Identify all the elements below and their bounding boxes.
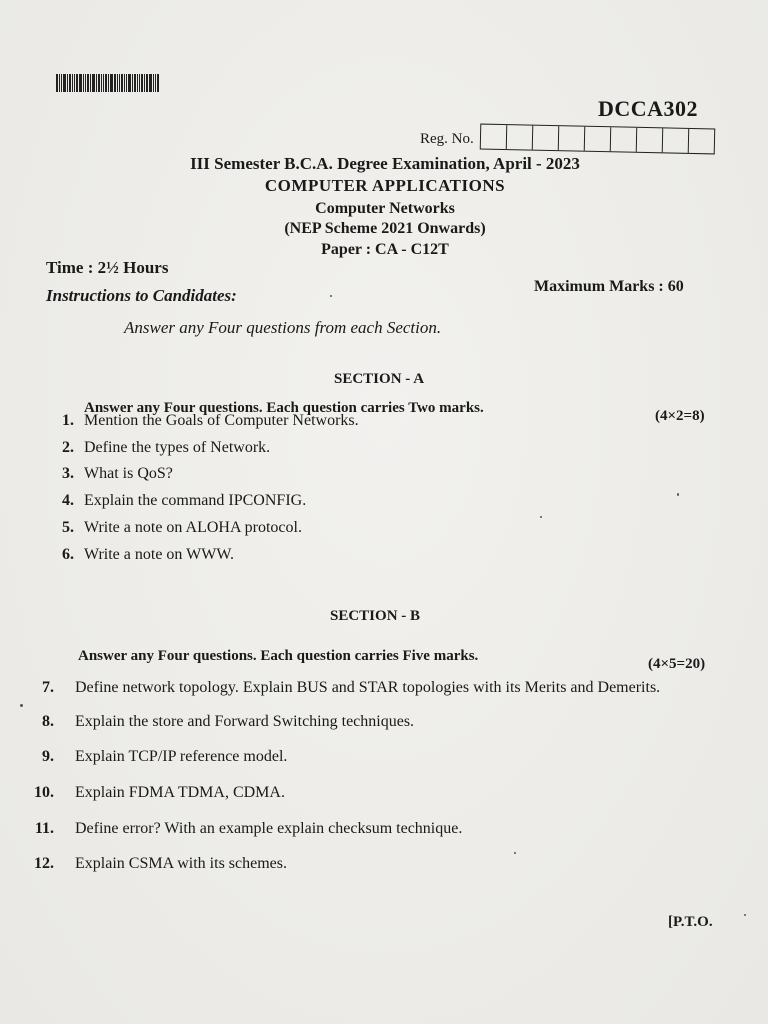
barcode-bar <box>96 74 97 92</box>
question-number: 9. <box>42 748 54 765</box>
reg-no-label: Reg. No. <box>420 130 474 147</box>
barcode-bar <box>103 74 104 92</box>
paper-speck <box>540 516 542 518</box>
barcode-bar <box>114 74 116 92</box>
reg-no-box <box>481 125 507 150</box>
barcode-bar <box>101 74 102 92</box>
barcode-bar <box>119 74 120 92</box>
question-number: 11. <box>34 820 54 837</box>
general-instruction: Answer any Four questions from each Section. <box>124 318 442 337</box>
barcode-bar <box>85 74 86 92</box>
question-text: Write a note on WWW. <box>84 546 234 563</box>
maximum-marks: Maximum Marks : 60 <box>534 278 684 295</box>
barcode-bar <box>117 74 118 92</box>
paper-speck <box>514 852 516 854</box>
reg-no-box <box>585 127 611 152</box>
paper-code: Paper : CA - C12T <box>321 241 449 258</box>
barcode-bar <box>63 74 66 92</box>
question-text: Define network topology. Explain BUS and STAR topologies with its Merits and Demerits. <box>75 679 661 696</box>
reg-no-box <box>507 125 533 150</box>
question-number: 10. <box>34 784 54 801</box>
section-a-marks: (4×2=8) <box>655 408 705 424</box>
barcode-bar <box>146 74 148 92</box>
barcode-bar <box>153 74 154 92</box>
barcode-bar <box>128 74 131 92</box>
paper-speck <box>20 704 23 707</box>
question-text: Explain the command IPCONFIG. <box>84 492 307 509</box>
reg-no-box <box>559 126 585 151</box>
barcode-bar <box>155 74 156 92</box>
barcode-bar <box>61 74 62 92</box>
question-number: 8. <box>42 713 54 730</box>
time-allowed: Time : 2½ Hours <box>46 258 169 277</box>
barcode-bar <box>67 74 68 92</box>
barcode-bar <box>59 74 60 92</box>
barcode-bar <box>87 74 89 92</box>
question-text: Explain FDMA TDMA, CDMA. <box>75 784 285 801</box>
reg-no-box <box>610 127 636 152</box>
reg-no-box <box>636 128 662 153</box>
question-number: 7. <box>42 679 54 696</box>
barcode-bar <box>74 74 75 92</box>
paper-speck <box>677 493 679 496</box>
barcode-bar <box>126 74 127 92</box>
barcode-bar <box>132 74 133 92</box>
barcode-bar <box>157 74 159 92</box>
scheme: (NEP Scheme 2021 Onwards) <box>284 220 486 237</box>
barcode-bar <box>144 74 145 92</box>
barcode-bar <box>56 74 58 92</box>
reg-no-box <box>533 126 559 151</box>
instructions-heading: Instructions to Candidates: <box>46 286 237 305</box>
reg-no-box <box>662 128 688 153</box>
paper-speck <box>330 295 332 297</box>
barcode-bar <box>69 74 71 92</box>
barcode-bar <box>72 74 73 92</box>
barcode-bar <box>108 74 109 92</box>
barcode-bar <box>90 74 91 92</box>
question-number: 1. <box>62 412 74 429</box>
exam-code: DCCA302 <box>598 96 699 121</box>
subject-group: COMPUTER APPLICATIONS <box>264 176 506 195</box>
barcode-bar <box>110 74 113 92</box>
section-b-marks: (4×5=20) <box>648 656 706 672</box>
question-text: Explain CSMA with its schemes. <box>75 855 287 872</box>
barcode-bar <box>141 74 143 92</box>
subject-name: Computer Networks <box>315 200 455 217</box>
please-turn-over: [P.T.O. <box>668 914 713 930</box>
question-number: 5. <box>62 519 74 536</box>
barcode-bar <box>124 74 125 92</box>
barcode-bar <box>98 74 100 92</box>
reg-no-boxes <box>480 124 715 155</box>
section-a-title: SECTION - A <box>334 371 425 387</box>
barcode <box>56 74 186 92</box>
exam-title: III Semester B.C.A. Degree Examination, April - 2023 <box>190 154 580 173</box>
question-number: 3. <box>62 465 74 482</box>
barcode-bar <box>149 74 152 92</box>
question-number: 2. <box>62 439 74 456</box>
question-number: 4. <box>62 492 74 509</box>
reg-no-box <box>688 129 713 154</box>
question-number: 6. <box>62 546 74 563</box>
question-text: Explain the store and Forward Switching techniques. <box>75 713 415 730</box>
question-text: Mention the Goals of Computer Networks. <box>84 412 359 429</box>
barcode-bar <box>121 74 123 92</box>
question-text: Write a note on ALOHA protocol. <box>84 519 302 536</box>
barcode-bar <box>92 74 95 92</box>
question-text: Define error? With an example explain checksum technique. <box>75 820 463 837</box>
reg-no-field <box>420 126 715 152</box>
section-b-instruction: Answer any Four questions. Each question carries Five marks. <box>78 648 479 664</box>
section-a-instruction: Answer any Four questions. Each question carries Two marks. <box>84 400 484 416</box>
barcode-bar <box>76 74 78 92</box>
paper-speck <box>744 914 746 916</box>
barcode-bar <box>105 74 107 92</box>
barcode-bar <box>79 74 82 92</box>
barcode-bar <box>134 74 136 92</box>
question-text: Explain TCP/IP reference model. <box>75 748 288 765</box>
barcode-bar <box>83 74 84 92</box>
question-number: 12. <box>34 855 54 872</box>
section-b-title: SECTION - B <box>330 608 421 624</box>
question-text: Define the types of Network. <box>84 439 271 456</box>
question-text: What is QoS? <box>84 465 173 482</box>
barcode-bar <box>137 74 138 92</box>
barcode-bar <box>139 74 140 92</box>
